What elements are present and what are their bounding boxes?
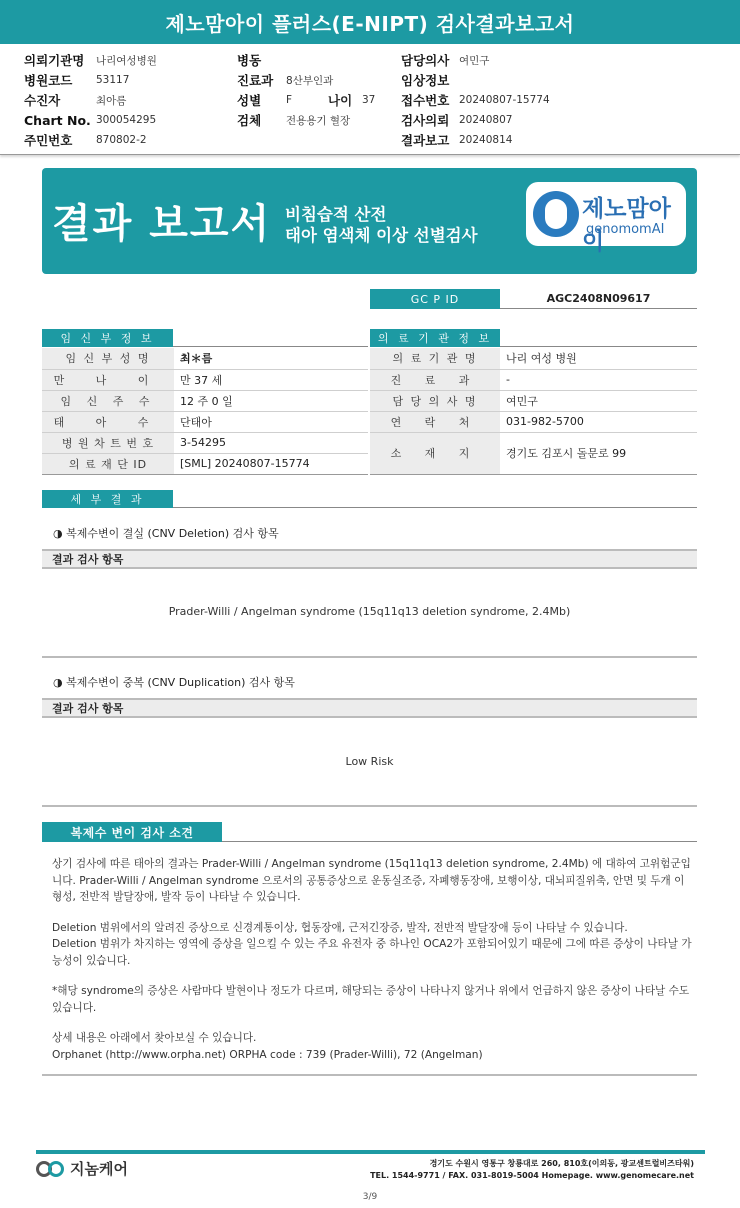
row-value: 만 37 세 [174,369,368,390]
header-field [401,130,550,150]
gcp-id-value: AGC2408N09617 [500,289,697,309]
table-row [42,348,368,369]
findings-line: Deletion 범위에서의 알려진 증상으로 신경계통이상, 협동장애, 근저긴장증, 발작, 전반적 발달장애 등이 나타날 수 있습니다. [52,921,628,934]
report-title: 제노맘아이 플러스(E-NIPT) 검사결과보고서 [165,11,575,36]
header-field [401,110,550,130]
mother-baby-icon [533,191,579,237]
row-label: 연 락 처 [370,411,500,432]
report-title-bar [0,0,740,44]
header-column-1 [24,50,157,150]
field-label: 검사의뢰 [401,113,450,128]
row-value: [SML] 20240807-15774 [174,453,368,474]
banner-subtitle-line2: 태아 염색체 이상 선별검사 [285,226,478,245]
field-label: 성별 [237,93,262,108]
field-value: 여민구 [459,54,490,67]
findings-line: Orphanet (http://www.orpha.net) ORPHA code : 739 (Prader-Willi), 72 (Angelman) [52,1048,483,1061]
findings-line: Deletion 범위가 차지하는 영역에 증상을 일으킬 수 있는 주요 유전자 중 하나인 OCA2가 포함되어있기 때문에 그에 따른 증상이 나타날 가능성이 있습니다. [52,938,692,967]
field-label: 수진자 [24,93,61,108]
row-value: 여민구 [500,390,697,411]
row-label: 병 원 차 트 번 호 [42,432,174,453]
field-label: 병동 [237,53,262,68]
tab-pregnant-info: 임 신 부 정 보 [42,329,173,347]
header-field [24,50,157,70]
row-value: 경기도 김포시 돌문로 99 [500,432,697,474]
header-field [237,110,375,130]
row-value: 031-982-5700 [500,411,697,432]
row-label: 태 아 수 [42,411,174,432]
address-line: 경기도 수원시 영통구 창룡대로 260, 810호(이의동, 광교센트럴비즈타워) [429,1159,694,1168]
findings-paragraph: *해당 syndrome의 증상은 사람마다 발현이나 정도가 다르며, 해당되는 증상이 나타나지 않거나 위에서 언급하지 않은 증상이 나타날 수도 있습니다. [52,985,690,1014]
header-field [24,70,157,90]
row-value: 최＊름 [174,348,368,369]
header-field [24,130,157,150]
header-field [237,90,375,110]
findings-paragraph [52,920,694,970]
field-value: 최아름 [96,94,127,107]
findings-text [52,856,694,1077]
page-number: 3/9 [362,1192,378,1202]
genomom-logo [526,182,686,255]
footer-bar [36,1150,705,1154]
duplication-heading: ◑ 복제수변이 중복 (CNV Duplication) 검사 항목 [53,676,295,689]
field-value: 8산부인과 [286,74,334,87]
findings-paragraph: 상기 검사에 따른 태아의 결과는 Prader-Willi / Angelman syndrome (15q11q13 deletion syndrome, 2.4Mb) 에 대하여 고위험군입니다. Prader-Willi / Angelman syndrome 으로서의 공통증상으로 운동실조증, 자폐행동장애, 보행이상, 대뇌피질위축, 안면 및 두개 이형성, 전반적 발달장애, 발작 등이 나타날 수 있습니다. [52,858,691,903]
gcp-id-label: GC P ID [370,289,500,309]
table-row [42,369,368,390]
findings-paragraph [52,1030,694,1063]
table-row [42,453,368,474]
duplication-column-header: 결과 검사 항목 [42,698,697,718]
field-label: 접수번호 [401,93,450,108]
logo-text-english: genomomAI [586,222,665,237]
duplication-result: Low Risk [345,755,394,768]
field-label: 진료과 [237,73,274,88]
field-value: 나리여성병원 [96,54,157,67]
row-value: 나리 여성 병원 [500,348,697,369]
row-label: 진 료 과 [370,369,500,390]
banner-subtitle-line1: 비침습적 산전 [285,205,387,224]
tab-institution-info: 의 료 기 관 정 보 [370,329,500,347]
company-name: 지놈케어 [70,1160,128,1178]
row-value: 단태아 [174,411,368,432]
patient-header [0,44,740,155]
institution-info-table [370,348,697,475]
field-value: 53117 [96,74,130,86]
field-value: 300054295 [96,114,157,126]
divider [42,656,697,658]
table-row [370,411,697,432]
deletion-heading: ◑ 복제수변이 결실 (CNV Deletion) 검사 항목 [53,527,279,540]
field-label: 의뢰기관명 [24,53,85,68]
row-value: 12 주 0 일 [174,390,368,411]
row-label: 만 나 이 [42,369,174,390]
field-label: 담당의사 [401,53,450,68]
table-row [42,411,368,432]
tab-rule [173,507,697,508]
field-value: 870802-2 [96,134,147,146]
header-column-2 [237,50,375,130]
table-row [370,369,697,390]
divider [42,805,697,807]
field-value: 20240807 [459,114,513,126]
deletion-column-header: 결과 검사 항목 [42,549,697,569]
tab-detail-results: 세 부 결 과 [42,490,173,508]
field-label: 검체 [237,113,262,128]
row-value: - [500,369,697,390]
header-field [237,50,375,70]
field-value: 20240807-15774 [459,94,550,106]
table-row [42,432,368,453]
row-label: 임 신 부 성 명 [42,348,174,369]
tab-findings: 복제수 변이 검사 소견 [42,822,222,842]
field-label: 결과보고 [401,133,450,148]
table-row [42,390,368,411]
field-label: 임상정보 [401,73,450,88]
row-label: 담 당 의 사 명 [370,390,500,411]
banner-title: 결과 보고서 [52,201,272,247]
header-field [401,90,550,110]
tab-rule [173,346,368,347]
report-banner [42,168,697,274]
row-value: 3-54295 [174,432,368,453]
field-label: 병원코드 [24,73,73,88]
footer-address [370,1158,694,1182]
genomecare-icon [36,1160,66,1178]
table-row [370,390,697,411]
table-row [370,348,697,369]
header-field [237,70,375,90]
deletion-result: Prader-Willi / Angelman syndrome (15q11q13 deletion syndrome, 2.4Mb) [168,605,571,618]
age-value: 37 [362,94,376,106]
logo-text-korean: 제노맘아이 [582,196,671,255]
row-label: 소 재 지 [370,432,500,474]
pregnant-info-table [42,348,368,475]
row-label: 의 료 재 단 ID [42,453,174,474]
row-label: 임 신 주 수 [42,390,174,411]
header-field [24,90,157,110]
genomecare-logo [36,1158,128,1179]
field-label: Chart No. [24,112,91,128]
field-value: F [286,94,293,106]
findings-line: 상세 내용은 아래에서 찾아보실 수 있습니다. [52,1032,257,1044]
table-row [370,432,697,474]
contact-line: TEL. 1544-9771 / FAX. 031-8019-5004 Homepage. www.genomecare.net [370,1171,694,1180]
field-label: 주민번호 [24,133,73,148]
tab-rule [222,841,697,842]
banner-subtitle [285,204,478,246]
row-label: 의 료 기 관 명 [370,348,500,369]
header-field [401,70,550,90]
divider [42,1074,697,1076]
field-value: 전용용기 혈장 [286,114,351,127]
header-field [24,110,157,130]
header-field [401,50,550,70]
age-label: 나이 [328,93,353,108]
field-value: 20240814 [459,134,513,146]
header-column-3 [401,50,550,150]
tab-rule [500,346,697,347]
